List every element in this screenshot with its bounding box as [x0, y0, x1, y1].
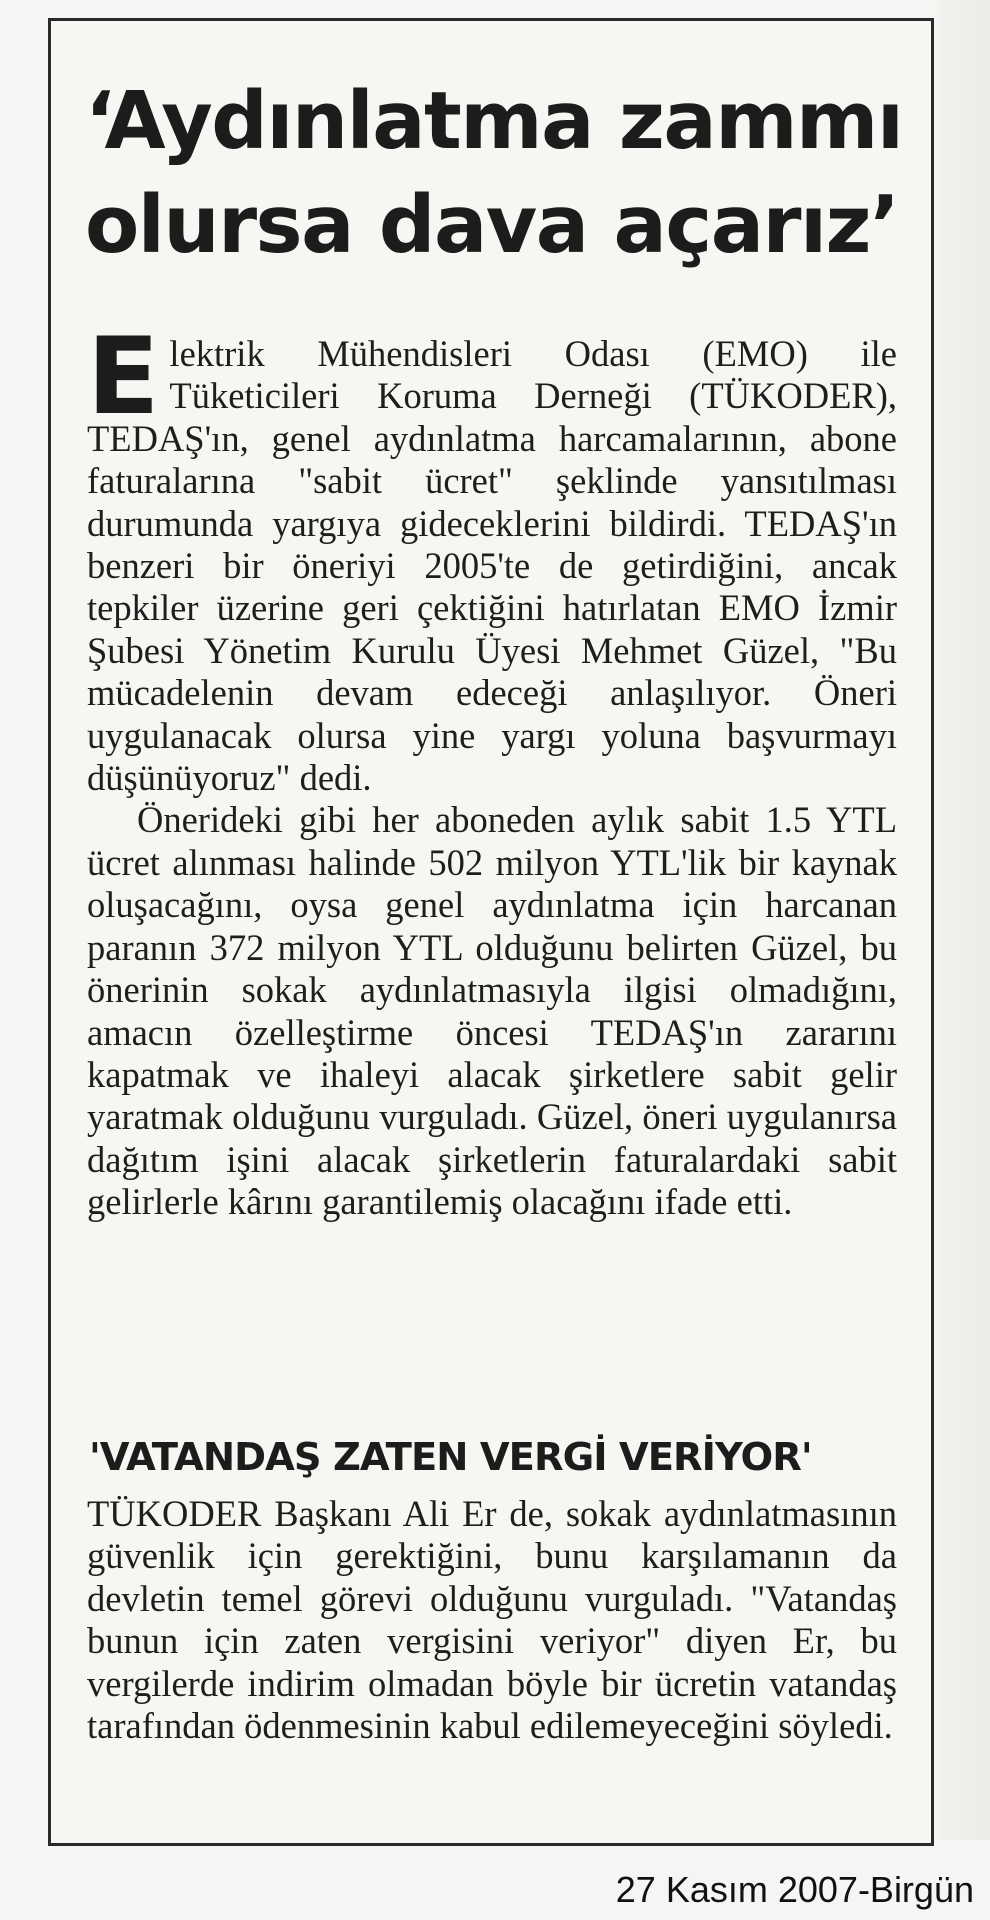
- drop-cap: E: [87, 315, 160, 438]
- section-body: [87, 1493, 897, 1747]
- headline: [51, 69, 931, 277]
- subheading: 'VATANDAŞ ZATEN VERGİ VERİYOR': [89, 1435, 812, 1480]
- headline-line-1: ‘Aydınlatma zammı: [85, 75, 903, 167]
- paragraph-3: TÜKODER Başkanı Ali Er de, sokak aydınlatmasının güvenlik için gerektiğini, bunu karşılamanın da devletin temel görevi olduğunu vurguladı. "Vatandaş bunun için zaten vergisini veriyor" diyen Er, bu vergilerde indirim olmadan böyle bir ücretin vatandaş tarafından ödenmesinin kabul edilemeyeceğini söyledi.: [87, 1493, 897, 1747]
- source-caption: 27 Kasım 2007-Birgün: [615, 1869, 974, 1910]
- adjacent-column-bleed: [940, 0, 990, 1840]
- paragraph-1-text: lektrik Mühendisleri Odası (EMO) ile Tüketicileri Koruma Derneği (TÜKODER), TEDAŞ'ın, genel aydınlatma harcamalarının, abone faturalarına "sabit ücret" şeklinde yansıtılması durumunda yargıya gideceklerini bildirdi. TEDAŞ'ın benzeri bir öneriyi 2005'te de getirdiğini, ancak tepkiler üzerine geri çektiğini hatırlatan EMO İzmir Şubesi Yönetim Kurulu Üyesi Mehmet Güzel, "Bu mücadelenin devam edeceği anlaşılıyor. Öneri uygulanacak olursa yine yargı yoluna başvurmayı düşünüyoruz" dedi.: [87, 333, 897, 799]
- article-body: [87, 315, 897, 1224]
- newspaper-clipping: [48, 18, 934, 1846]
- paragraph-2: Önerideki gibi her aboneden aylık sabit 1.5 YTL ücret alınması halinde 502 milyon YTL'lik bir kaynak oluşacağını, oysa genel aydınlatma için harcanan paranın 372 milyon YTL olduğunu belirten Güzel, bu önerinin sokak aydınlatmasıyla ilgisi olmadığını, amacın özelleştirme öncesi TEDAŞ'ın zararını kapatmak ve ihaleyi alacak şirketlere sabit gelir yaratmak olduğunu vurguladı. Güzel, öneri uygulanırsa dağıtım işini alacak şirketlerin faturalardaki sabit gelirlerle kârını garantilemiş olacağını ifade etti.: [87, 799, 897, 1223]
- paragraph-1: [87, 315, 897, 799]
- headline-line-2: olursa dava açarız’: [85, 179, 899, 271]
